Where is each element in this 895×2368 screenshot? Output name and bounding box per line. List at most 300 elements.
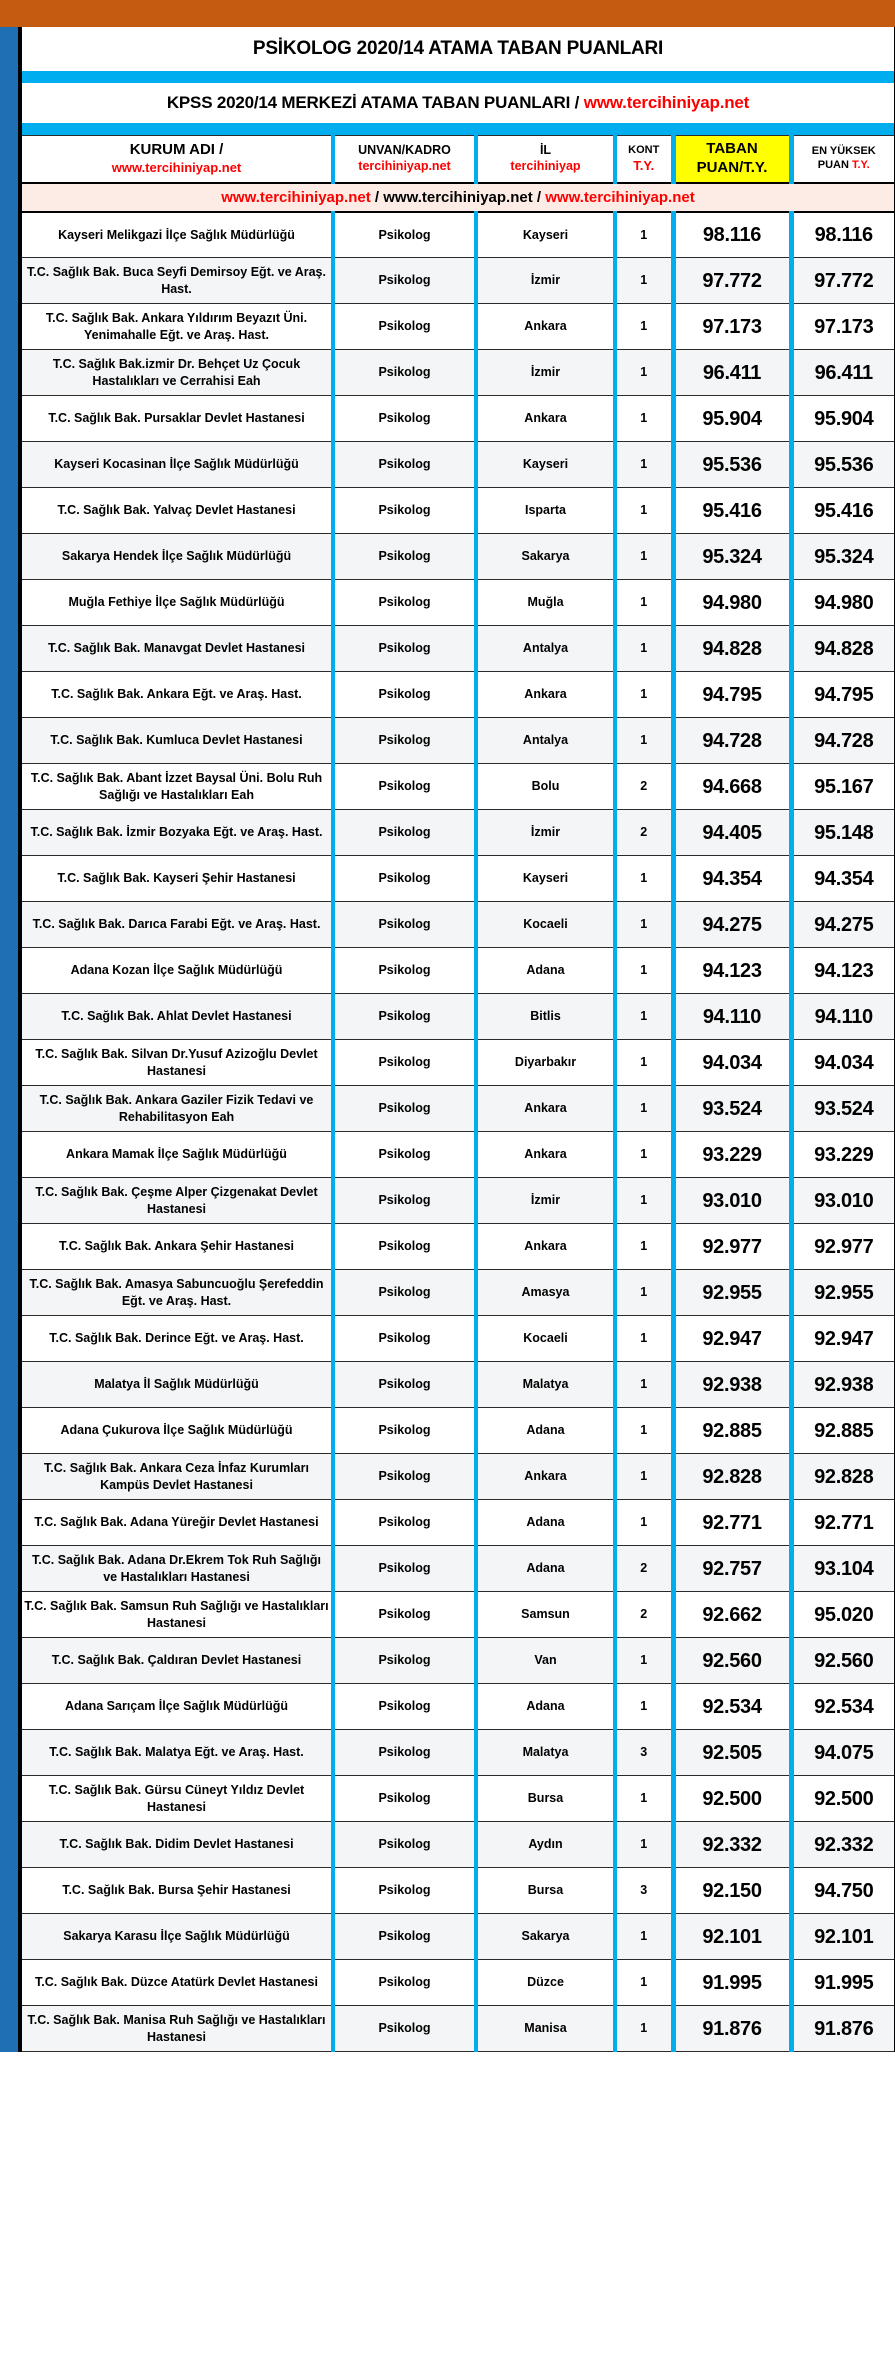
cell-kontenjan: 1 — [615, 2006, 673, 2052]
cell-il: Bursa — [476, 1776, 615, 1822]
table-row[interactable] — [22, 1270, 894, 1316]
cell-unvan-kadro: Psikolog — [333, 1500, 476, 1546]
cell-kontenjan: 1 — [615, 1040, 673, 1086]
cell-en-yuksek-puan: 94.075 — [791, 1730, 894, 1776]
watermark-strip-row — [22, 183, 894, 212]
table-row[interactable] — [22, 212, 894, 258]
cell-unvan-kadro: Psikolog — [333, 396, 476, 442]
cell-taban-puan: 92.938 — [673, 1362, 791, 1408]
cell-kontenjan: 2 — [615, 1546, 673, 1592]
cell-kontenjan: 1 — [615, 534, 673, 580]
column-header-en-yuksek-puan[interactable] — [791, 136, 894, 183]
cell-taban-puan: 95.416 — [673, 488, 791, 534]
table-row[interactable] — [22, 1132, 894, 1178]
cell-unvan-kadro: Psikolog — [333, 810, 476, 856]
cell-il: Bursa — [476, 1868, 615, 1914]
cell-kurum-adi: T.C. Sağlık Bak. Didim Devlet Hastanesi — [22, 1822, 333, 1868]
cell-il: Ankara — [476, 304, 615, 350]
column-header-kont-label: KONT — [628, 143, 660, 156]
cell-il: İzmir — [476, 350, 615, 396]
cell-en-yuksek-puan: 92.885 — [791, 1408, 894, 1454]
table-row[interactable] — [22, 672, 894, 718]
cell-taban-puan: 94.405 — [673, 810, 791, 856]
cell-taban-puan: 97.772 — [673, 258, 791, 304]
left-rail — [0, 27, 18, 2052]
column-header-kurum-site: www.tercihiniyap.net — [111, 160, 242, 175]
title-divider-band — [22, 71, 894, 83]
cell-en-yuksek-puan: 95.904 — [791, 396, 894, 442]
cell-taban-puan: 98.116 — [673, 212, 791, 258]
table-row[interactable] — [22, 718, 894, 764]
column-header-taban-label: TABAN — [706, 140, 758, 157]
table-row[interactable] — [22, 902, 894, 948]
cell-taban-puan: 96.411 — [673, 350, 791, 396]
cell-unvan-kadro: Psikolog — [333, 626, 476, 672]
cell-en-yuksek-puan: 91.995 — [791, 1960, 894, 2006]
cell-unvan-kadro: Psikolog — [333, 994, 476, 1040]
table-row[interactable] — [22, 1868, 894, 1914]
cell-kontenjan: 1 — [615, 1086, 673, 1132]
table-row[interactable] — [22, 1362, 894, 1408]
table-row[interactable] — [22, 856, 894, 902]
cell-en-yuksek-puan: 94.795 — [791, 672, 894, 718]
watermark-link-2[interactable]: www.tercihiniyap.net — [383, 188, 533, 206]
cell-kurum-adi: T.C. Sağlık Bak. Amasya Sabuncuoğlu Şerefeddin Eğt. ve Araş. Hast. — [22, 1270, 333, 1316]
cell-taban-puan: 92.500 — [673, 1776, 791, 1822]
cell-kurum-adi: Kayseri Melikgazi İlçe Sağlık Müdürlüğü — [22, 212, 333, 258]
cell-unvan-kadro: Psikolog — [333, 1546, 476, 1592]
table-row[interactable] — [22, 1914, 894, 1960]
cell-taban-puan: 93.229 — [673, 1132, 791, 1178]
cell-taban-puan: 92.955 — [673, 1270, 791, 1316]
cell-taban-puan: 92.662 — [673, 1592, 791, 1638]
cell-en-yuksek-puan: 93.524 — [791, 1086, 894, 1132]
column-header-kurum-label: KURUM ADI / — [129, 141, 224, 159]
cell-il: Diyarbakır — [476, 1040, 615, 1086]
watermark-link-1[interactable]: www.tercihiniyap.net — [221, 188, 371, 206]
cell-unvan-kadro: Psikolog — [333, 212, 476, 258]
cell-kurum-adi: Adana Sarıçam İlçe Sağlık Müdürlüğü — [22, 1684, 333, 1730]
cell-kontenjan: 1 — [615, 672, 673, 718]
cell-en-yuksek-puan: 97.173 — [791, 304, 894, 350]
table-row[interactable] — [22, 1730, 894, 1776]
cell-kontenjan: 1 — [615, 1822, 673, 1868]
cell-kurum-adi: T.C. Sağlık Bak. Adana Dr.Ekrem Tok Ruh Sağlığı ve Hastalıkları Hastanesi — [22, 1546, 333, 1592]
table-row[interactable] — [22, 1776, 894, 1822]
cell-il: İzmir — [476, 258, 615, 304]
cell-il: Ankara — [476, 1086, 615, 1132]
cell-kurum-adi: T.C. Sağlık Bak. Ahlat Devlet Hastanesi — [22, 994, 333, 1040]
cell-unvan-kadro: Psikolog — [333, 856, 476, 902]
cell-kurum-adi: T.C. Sağlık Bak. Ankara Eğt. ve Araş. Hast. — [22, 672, 333, 718]
cell-kurum-adi: T.C. Sağlık Bak. Yalvaç Devlet Hastanesi — [22, 488, 333, 534]
table-row[interactable] — [22, 994, 894, 1040]
cell-il: Samsun — [476, 1592, 615, 1638]
cell-en-yuksek-puan: 93.104 — [791, 1546, 894, 1592]
cell-kontenjan: 1 — [615, 442, 673, 488]
cell-taban-puan: 92.505 — [673, 1730, 791, 1776]
table-row[interactable] — [22, 442, 894, 488]
subtitle-divider-band — [22, 123, 894, 135]
cell-unvan-kadro: Psikolog — [333, 1270, 476, 1316]
cell-kontenjan: 1 — [615, 1638, 673, 1684]
cell-unvan-kadro: Psikolog — [333, 1316, 476, 1362]
cell-taban-puan: 94.123 — [673, 948, 791, 994]
table-row[interactable] — [22, 1960, 894, 2006]
cell-kontenjan: 1 — [615, 396, 673, 442]
table-row[interactable] — [22, 1040, 894, 1086]
cell-en-yuksek-puan: 92.955 — [791, 1270, 894, 1316]
cell-taban-puan: 97.173 — [673, 304, 791, 350]
watermark-link-3[interactable]: www.tercihiniyap.net — [545, 188, 695, 206]
cell-il: Ankara — [476, 1132, 615, 1178]
cell-il: Sakarya — [476, 1914, 615, 1960]
cell-en-yuksek-puan: 94.828 — [791, 626, 894, 672]
cell-kurum-adi: T.C. Sağlık Bak. Ankara Ceza İnfaz Kurumları Kampüs Devlet Hastanesi — [22, 1454, 333, 1500]
cell-taban-puan: 94.354 — [673, 856, 791, 902]
column-header-kont[interactable] — [615, 136, 673, 183]
cell-kurum-adi: T.C. Sağlık Bak. Ankara Şehir Hastanesi — [22, 1224, 333, 1270]
scores-table — [22, 135, 894, 2052]
cell-en-yuksek-puan: 94.034 — [791, 1040, 894, 1086]
cell-kurum-adi: T.C. Sağlık Bak. Abant İzzet Baysal Üni. Bolu Ruh Sağlığı ve Hastalıkları Eah — [22, 764, 333, 810]
cell-taban-puan: 92.534 — [673, 1684, 791, 1730]
cell-en-yuksek-puan: 94.728 — [791, 718, 894, 764]
cell-il: Ankara — [476, 1454, 615, 1500]
cell-il: Adana — [476, 1546, 615, 1592]
column-header-enyuksek-label: EN YÜKSEK — [811, 145, 876, 157]
cell-kurum-adi: T.C. Sağlık Bak. Düzce Atatürk Devlet Hastanesi — [22, 1960, 333, 2006]
table-row[interactable] — [22, 1316, 894, 1362]
table-row[interactable] — [22, 1500, 894, 1546]
cell-il: Malatya — [476, 1730, 615, 1776]
cell-il: Adana — [476, 948, 615, 994]
document-frame — [0, 27, 895, 2052]
cell-kontenjan: 1 — [615, 304, 673, 350]
cell-kurum-adi: T.C. Sağlık Bak. Kumluca Devlet Hastanesi — [22, 718, 333, 764]
cell-il: Adana — [476, 1500, 615, 1546]
column-header-unvan-site: tercihiniyap.net — [358, 158, 451, 173]
cell-kurum-adi: Muğla Fethiye İlçe Sağlık Müdürlüğü — [22, 580, 333, 626]
cell-en-yuksek-puan: 92.332 — [791, 1822, 894, 1868]
cell-kurum-adi: T.C. Sağlık Bak. Ankara Yıldırım Beyazıt Üni. Yenimahalle Eğt. ve Araş. Hast. — [22, 304, 333, 350]
cell-il: Bitlis — [476, 994, 615, 1040]
subtitle-site-link[interactable]: www.tercihiniyap.net — [583, 93, 750, 112]
table-header-row — [22, 136, 894, 183]
cell-kontenjan: 1 — [615, 1178, 673, 1224]
cell-unvan-kadro: Psikolog — [333, 1086, 476, 1132]
cell-kurum-adi: T.C. Sağlık Bak. Gürsu Cüneyt Yıldız Devlet Hastanesi — [22, 1776, 333, 1822]
cell-kurum-adi: T.C. Sağlık Bak. Bursa Şehir Hastanesi — [22, 1868, 333, 1914]
cell-kontenjan: 1 — [615, 1776, 673, 1822]
cell-kontenjan: 2 — [615, 810, 673, 856]
cell-il: Ankara — [476, 1224, 615, 1270]
cell-kurum-adi: T.C. Sağlık Bak. Adana Yüreğir Devlet Hastanesi — [22, 1500, 333, 1546]
cell-kurum-adi: Malatya İl Sağlık Müdürlüğü — [22, 1362, 333, 1408]
cell-en-yuksek-puan: 92.938 — [791, 1362, 894, 1408]
cell-kontenjan: 2 — [615, 764, 673, 810]
cell-kontenjan: 1 — [615, 350, 673, 396]
cell-taban-puan: 94.980 — [673, 580, 791, 626]
cell-kurum-adi: Kayseri Kocasinan İlçe Sağlık Müdürlüğü — [22, 442, 333, 488]
cell-unvan-kadro: Psikolog — [333, 1592, 476, 1638]
cell-kurum-adi: T.C. Sağlık Bak. Derince Eğt. ve Araş. Hast. — [22, 1316, 333, 1362]
watermark-strip — [22, 183, 894, 212]
cell-unvan-kadro: Psikolog — [333, 1868, 476, 1914]
cell-unvan-kadro: Psikolog — [333, 1178, 476, 1224]
cell-kontenjan: 1 — [615, 856, 673, 902]
table-row[interactable] — [22, 1224, 894, 1270]
cell-en-yuksek-puan: 92.500 — [791, 1776, 894, 1822]
cell-kurum-adi: Adana Kozan İlçe Sağlık Müdürlüğü — [22, 948, 333, 994]
cell-kontenjan: 1 — [615, 1914, 673, 1960]
cell-unvan-kadro: Psikolog — [333, 1730, 476, 1776]
column-header-unvan-label: UNVAN/KADRO — [358, 143, 451, 158]
cell-kurum-adi: T.C. Sağlık Bak. Manavgat Devlet Hastanesi — [22, 626, 333, 672]
cell-taban-puan: 92.947 — [673, 1316, 791, 1362]
cell-en-yuksek-puan: 93.010 — [791, 1178, 894, 1224]
cell-kurum-adi: T.C. Sağlık Bak. Buca Seyfi Demirsoy Eğt. ve Araş. Hast. — [22, 258, 333, 304]
cell-kontenjan: 1 — [615, 488, 673, 534]
cell-il: Kayseri — [476, 212, 615, 258]
cell-en-yuksek-puan: 95.324 — [791, 534, 894, 580]
cell-en-yuksek-puan: 92.534 — [791, 1684, 894, 1730]
cell-taban-puan: 94.275 — [673, 902, 791, 948]
cell-unvan-kadro: Psikolog — [333, 350, 476, 396]
cell-en-yuksek-puan: 97.772 — [791, 258, 894, 304]
cell-taban-puan: 95.324 — [673, 534, 791, 580]
table-row[interactable] — [22, 810, 894, 856]
cell-kontenjan: 1 — [615, 994, 673, 1040]
cell-kurum-adi: Sakarya Hendek İlçe Sağlık Müdürlüğü — [22, 534, 333, 580]
column-header-enyuksek-sub-black: PUAN — [817, 158, 852, 171]
cell-kontenjan: 2 — [615, 1592, 673, 1638]
cell-il: Kocaeli — [476, 902, 615, 948]
cell-kontenjan: 1 — [615, 1454, 673, 1500]
cell-il: Malatya — [476, 1362, 615, 1408]
cell-taban-puan: 91.995 — [673, 1960, 791, 2006]
cell-il: Manisa — [476, 2006, 615, 2052]
table-row[interactable] — [22, 1408, 894, 1454]
table-row[interactable] — [22, 1454, 894, 1500]
cell-il: Kayseri — [476, 856, 615, 902]
cell-taban-puan: 92.771 — [673, 1500, 791, 1546]
cell-en-yuksek-puan: 95.416 — [791, 488, 894, 534]
cell-taban-puan: 92.332 — [673, 1822, 791, 1868]
cell-unvan-kadro: Psikolog — [333, 1684, 476, 1730]
table-row[interactable] — [22, 258, 894, 304]
cell-taban-puan: 92.885 — [673, 1408, 791, 1454]
table-row[interactable] — [22, 534, 894, 580]
cell-il: Aydın — [476, 1822, 615, 1868]
cell-en-yuksek-puan: 95.020 — [791, 1592, 894, 1638]
cell-kontenjan: 1 — [615, 1316, 673, 1362]
cell-il: Adana — [476, 1684, 615, 1730]
cell-taban-puan: 91.876 — [673, 2006, 791, 2052]
cell-il: Ankara — [476, 672, 615, 718]
cell-unvan-kadro: Psikolog — [333, 2006, 476, 2052]
cell-kurum-adi: T.C. Sağlık Bak. Ankara Gaziler Fizik Tedavi ve Rehabilitasyon Eah — [22, 1086, 333, 1132]
cell-unvan-kadro: Psikolog — [333, 580, 476, 626]
cell-kontenjan: 3 — [615, 1730, 673, 1776]
cell-kontenjan: 1 — [615, 580, 673, 626]
column-header-kont-sub: T.Y. — [633, 157, 655, 173]
cell-kontenjan: 1 — [615, 1960, 673, 2006]
cell-en-yuksek-puan: 92.101 — [791, 1914, 894, 1960]
cell-taban-puan: 93.524 — [673, 1086, 791, 1132]
cell-il: Kayseri — [476, 442, 615, 488]
cell-kurum-adi: T.C. Sağlık Bak. İzmir Bozyaka Eğt. ve Araş. Hast. — [22, 810, 333, 856]
cell-kurum-adi: T.C. Sağlık Bak.izmir Dr. Behçet Uz Çocuk Hastalıkları ve Cerrahisi Eah — [22, 350, 333, 396]
cell-unvan-kadro: Psikolog — [333, 488, 476, 534]
cell-en-yuksek-puan: 96.411 — [791, 350, 894, 396]
cell-taban-puan: 94.110 — [673, 994, 791, 1040]
cell-unvan-kadro: Psikolog — [333, 534, 476, 580]
subtitle-main: KPSS 2020/14 MERKEZİ ATAMA TABAN PUANLARI / — [166, 93, 584, 112]
cell-unvan-kadro: Psikolog — [333, 1638, 476, 1684]
column-header-il-label: İL — [539, 143, 552, 158]
cell-en-yuksek-puan: 92.560 — [791, 1638, 894, 1684]
cell-kontenjan: 1 — [615, 1684, 673, 1730]
table-row[interactable] — [22, 1684, 894, 1730]
cell-en-yuksek-puan: 94.275 — [791, 902, 894, 948]
cell-il: Isparta — [476, 488, 615, 534]
cell-kontenjan: 1 — [615, 626, 673, 672]
cell-il: İzmir — [476, 810, 615, 856]
cell-kurum-adi: T.C. Sağlık Bak. Pursaklar Devlet Hastanesi — [22, 396, 333, 442]
column-header-taban-sub: PUAN/T.Y. — [696, 158, 768, 176]
table-row[interactable] — [22, 2006, 894, 2052]
cell-unvan-kadro: Psikolog — [333, 1362, 476, 1408]
cell-taban-puan: 94.668 — [673, 764, 791, 810]
watermark-sep-1: / — [370, 188, 384, 206]
cell-unvan-kadro: Psikolog — [333, 258, 476, 304]
cell-unvan-kadro: Psikolog — [333, 1914, 476, 1960]
cell-en-yuksek-puan: 91.876 — [791, 2006, 894, 2052]
cell-kurum-adi: T.C. Sağlık Bak. Samsun Ruh Sağlığı ve Hastalıkları Hastanesi — [22, 1592, 333, 1638]
cell-en-yuksek-puan: 94.980 — [791, 580, 894, 626]
cell-il: Muğla — [476, 580, 615, 626]
table-row[interactable] — [22, 626, 894, 672]
cell-taban-puan: 92.101 — [673, 1914, 791, 1960]
cell-kontenjan: 1 — [615, 1408, 673, 1454]
cell-kurum-adi: T.C. Sağlık Bak. Kayseri Şehir Hastanesi — [22, 856, 333, 902]
cell-kurum-adi: T.C. Sağlık Bak. Çaldıran Devlet Hastanesi — [22, 1638, 333, 1684]
cell-taban-puan: 94.795 — [673, 672, 791, 718]
cell-en-yuksek-puan: 92.977 — [791, 1224, 894, 1270]
cell-il: Kocaeli — [476, 1316, 615, 1362]
cell-il: Van — [476, 1638, 615, 1684]
cell-il: Düzce — [476, 1960, 615, 2006]
cell-taban-puan: 92.560 — [673, 1638, 791, 1684]
cell-unvan-kadro: Psikolog — [333, 304, 476, 350]
cell-unvan-kadro: Psikolog — [333, 1408, 476, 1454]
cell-unvan-kadro: Psikolog — [333, 718, 476, 764]
cell-il: Ankara — [476, 396, 615, 442]
cell-en-yuksek-puan: 94.750 — [791, 1868, 894, 1914]
spreadsheet-sheet — [18, 27, 895, 2052]
table-row[interactable] — [22, 764, 894, 810]
cell-kurum-adi: T.C. Sağlık Bak. Darıca Farabi Eğt. ve Araş. Hast. — [22, 902, 333, 948]
cell-en-yuksek-puan: 95.148 — [791, 810, 894, 856]
subtitle — [22, 83, 894, 123]
cell-unvan-kadro: Psikolog — [333, 902, 476, 948]
table-row[interactable] — [22, 1546, 894, 1592]
cell-taban-puan: 94.728 — [673, 718, 791, 764]
table-row[interactable] — [22, 304, 894, 350]
cell-taban-puan: 95.904 — [673, 396, 791, 442]
table-row[interactable] — [22, 948, 894, 994]
cell-en-yuksek-puan: 94.123 — [791, 948, 894, 994]
cell-taban-puan: 95.536 — [673, 442, 791, 488]
table-row[interactable] — [22, 1592, 894, 1638]
cell-taban-puan: 92.977 — [673, 1224, 791, 1270]
cell-en-yuksek-puan: 95.167 — [791, 764, 894, 810]
cell-taban-puan: 93.010 — [673, 1178, 791, 1224]
cell-kontenjan: 3 — [615, 1868, 673, 1914]
column-header-kurum[interactable] — [22, 136, 333, 183]
table-row[interactable] — [22, 488, 894, 534]
cell-il: Antalya — [476, 626, 615, 672]
column-header-enyuksek-sub-red: T.Y. — [852, 158, 870, 171]
cell-en-yuksek-puan: 92.947 — [791, 1316, 894, 1362]
cell-kontenjan: 1 — [615, 1500, 673, 1546]
column-header-il[interactable] — [476, 136, 615, 183]
cell-unvan-kadro: Psikolog — [333, 1960, 476, 2006]
cell-unvan-kadro: Psikolog — [333, 1224, 476, 1270]
cell-en-yuksek-puan: 94.354 — [791, 856, 894, 902]
table-row[interactable] — [22, 580, 894, 626]
cell-kontenjan: 1 — [615, 1132, 673, 1178]
table-row[interactable] — [22, 396, 894, 442]
cell-taban-puan: 94.828 — [673, 626, 791, 672]
cell-il: Amasya — [476, 1270, 615, 1316]
cell-en-yuksek-puan: 92.828 — [791, 1454, 894, 1500]
cell-en-yuksek-puan: 95.536 — [791, 442, 894, 488]
table-body — [22, 212, 894, 2052]
cell-en-yuksek-puan: 93.229 — [791, 1132, 894, 1178]
cell-kontenjan: 1 — [615, 258, 673, 304]
cell-unvan-kadro: Psikolog — [333, 948, 476, 994]
cell-taban-puan: 92.150 — [673, 1868, 791, 1914]
table-row[interactable] — [22, 1638, 894, 1684]
table-row[interactable] — [22, 1178, 894, 1224]
cell-kontenjan: 1 — [615, 902, 673, 948]
cell-en-yuksek-puan: 94.110 — [791, 994, 894, 1040]
watermark-sep-2: / — [532, 188, 546, 206]
table-header — [22, 136, 894, 212]
cell-kontenjan: 1 — [615, 948, 673, 994]
cell-kurum-adi: T.C. Sağlık Bak. Çeşme Alper Çizgenakat Devlet Hastanesi — [22, 1178, 333, 1224]
cell-kurum-adi: T.C. Sağlık Bak. Silvan Dr.Yusuf Azizoğlu Devlet Hastanesi — [22, 1040, 333, 1086]
table-row[interactable] — [22, 1822, 894, 1868]
cell-kontenjan: 1 — [615, 1224, 673, 1270]
table-row[interactable] — [22, 1086, 894, 1132]
cell-en-yuksek-puan: 98.116 — [791, 212, 894, 258]
column-header-enyuksek-sub — [797, 159, 892, 173]
cell-unvan-kadro: Psikolog — [333, 442, 476, 488]
cell-unvan-kadro: Psikolog — [333, 764, 476, 810]
cell-il: Antalya — [476, 718, 615, 764]
column-header-taban-puan[interactable] — [673, 136, 791, 183]
cell-taban-puan: 94.034 — [673, 1040, 791, 1086]
column-header-il-site: tercihiniyap — [510, 158, 581, 173]
table-row[interactable] — [22, 350, 894, 396]
cell-unvan-kadro: Psikolog — [333, 672, 476, 718]
cell-unvan-kadro: Psikolog — [333, 1454, 476, 1500]
cell-kontenjan: 1 — [615, 1362, 673, 1408]
column-header-unvan[interactable] — [333, 136, 476, 183]
